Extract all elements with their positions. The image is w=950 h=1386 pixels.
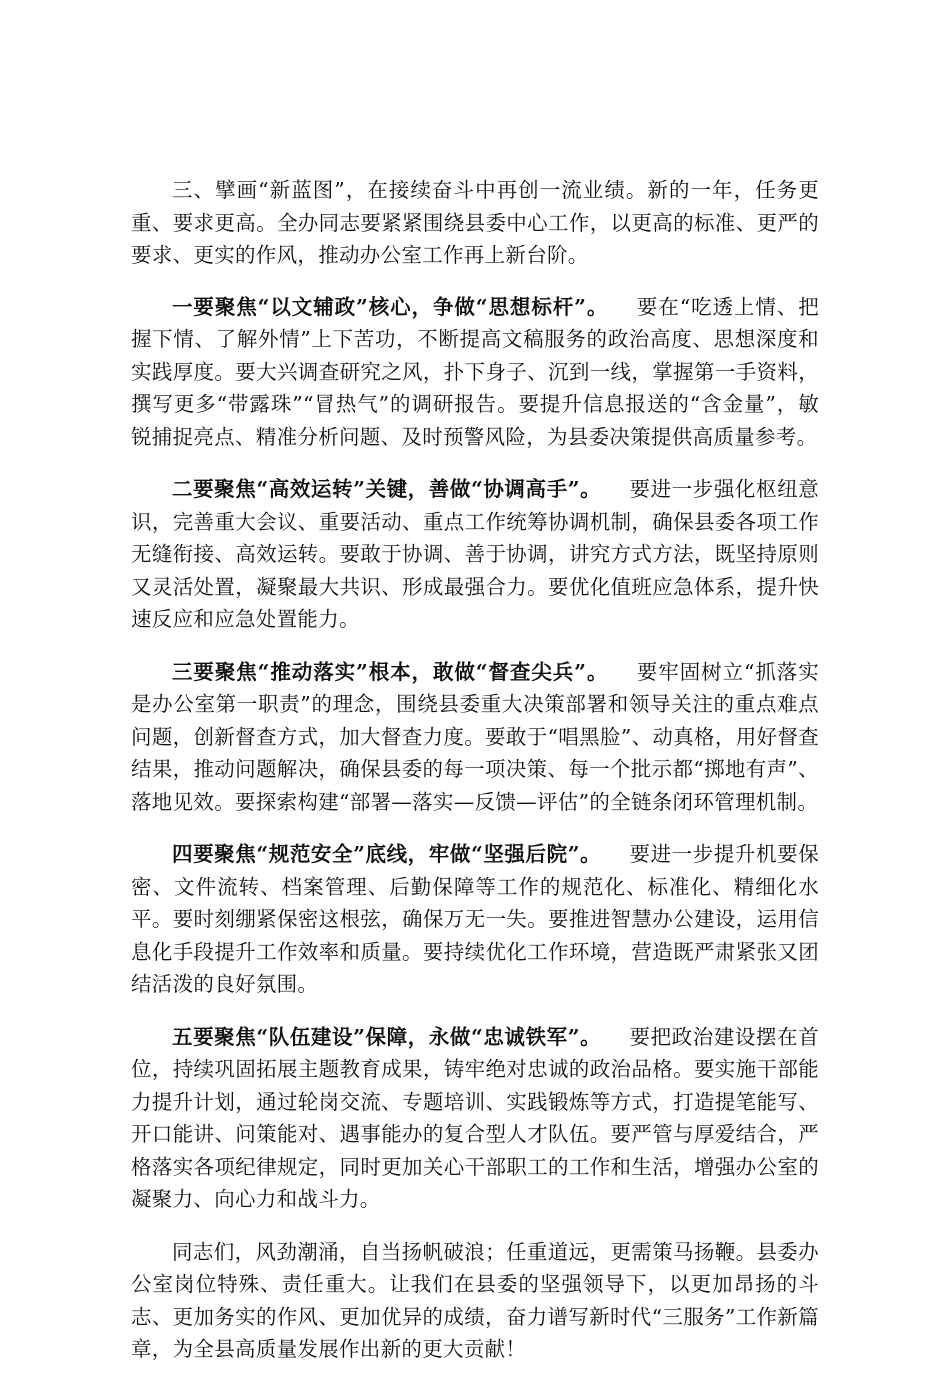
- paragraph-text: 同志们，风劲潮涌，自当扬帆破浪；任重道远，更需策马扬鞭。县委办公室岗位特殊、责任重大。让我们在县委的坚强领导下，以更加昂扬的斗志、更加务实的作风、更加优异的成绩，奋力谱写新时代“三服务”工作新篇章，为全县高质量发展作出新的更大贡献！: [131, 1239, 819, 1361]
- paragraph-point-four: [131, 838, 819, 1001]
- paragraph-text: 要把政治建设摆在首位，持续巩固拓展主题教育成果，铸牢绝对忠诚的政治品格。要实施干部能力提升计划，通过轮岗交流、专题培训、实践锻炼等方式，打造提笔能写、开口能讲、问策能对、遇事能办的复合型人才队伍。要严管与厚爱结合，严格落实各项纪律规定，同时更加关心干部职工的工作和生活，增强办公室的凝聚力、向心力和战斗力。: [131, 1024, 820, 1211]
- paragraph-text: 要牢固树立“抓落实是办公室第一职责”的理念，围绕县委重大决策部署和领导关注的重点难点问题，创新督查方式，加大督查力度。要敢于“唱黑脸”、动真格，用好督查结果，推动问题解决，确保县委的每一项决策、每一个批示都“掷地有声”、落地见效。要探索构建“部署—落实—反馈—评估”的全链条闭环管理机制。: [131, 659, 820, 814]
- paragraph-point-five: [131, 1021, 819, 1216]
- paragraph-lead: 二要聚焦“高效运转”关键，善做“协调高手”。: [172, 477, 602, 501]
- paragraph-section-three: [131, 174, 819, 272]
- paragraph-lead: 四要聚焦“规范安全”底线，牢做“坚强后院”。: [172, 842, 602, 866]
- paragraph-text: 三、擘画“新蓝图”，在接续奋斗中再创一流业绩。新的一年，任务更重、要求更高。全办同志要紧紧围绕县委中心工作，以更高的标准、更严的要求、更实的作风，推动办公室工作再上新台阶。: [131, 178, 819, 267]
- paragraph-text: 要在“吃透上情、把握下情、了解外情”上下苦功，不断提高文稿服务的政治高度、思想深度和实践厚度。要大兴调查研究之风，扑下身子、沉到一线，掌握第一手资料，撰写更多“带露珠”“冒热气”的调研报告。要提升信息报送的“含金量”，敏锐捕捉亮点、精准分析问题、及时预警风险，为县委决策提供高质量参考。: [131, 294, 820, 449]
- paragraph-lead: 三要聚焦“推动落实”根本，敢做“督查尖兵”。: [172, 659, 609, 684]
- paragraph-point-one: [131, 291, 819, 454]
- paragraph-point-two: [131, 473, 819, 636]
- paragraph-closing: [131, 1236, 819, 1366]
- document-body: [131, 174, 819, 1386]
- paragraph-text: 要进一步提升机要保密、文件流转、档案管理、后勤保障等工作的规范化、标准化、精细化水平。要时刻绷紧保密这根弦，确保万无一失。要推进智慧办公建设，运用信息化手段提升工作效率和质量。要持续优化工作环境，营造既严肃紧张又团结活泼的良好氛围。: [131, 842, 820, 996]
- paragraph-point-three: [131, 656, 819, 819]
- paragraph-lead: 五要聚焦“队伍建设”保障，永做“忠诚铁军”。: [172, 1024, 602, 1049]
- paragraph-lead: 一要聚焦“以文辅政”核心，争做“思想标杆”。: [172, 294, 609, 319]
- paragraph-text: 要进一步强化枢纽意识，完善重大会议、重要活动、重点工作统筹协调机制，确保县委各项工作无缝衔接、高效运转。要敢于协调、善于协调，讲究方式方法，既坚持原则又灵活处置，凝聚最大共识、形成最强合力。要优化值班应急体系，提升快速反应和应急处置能力。: [131, 477, 820, 631]
